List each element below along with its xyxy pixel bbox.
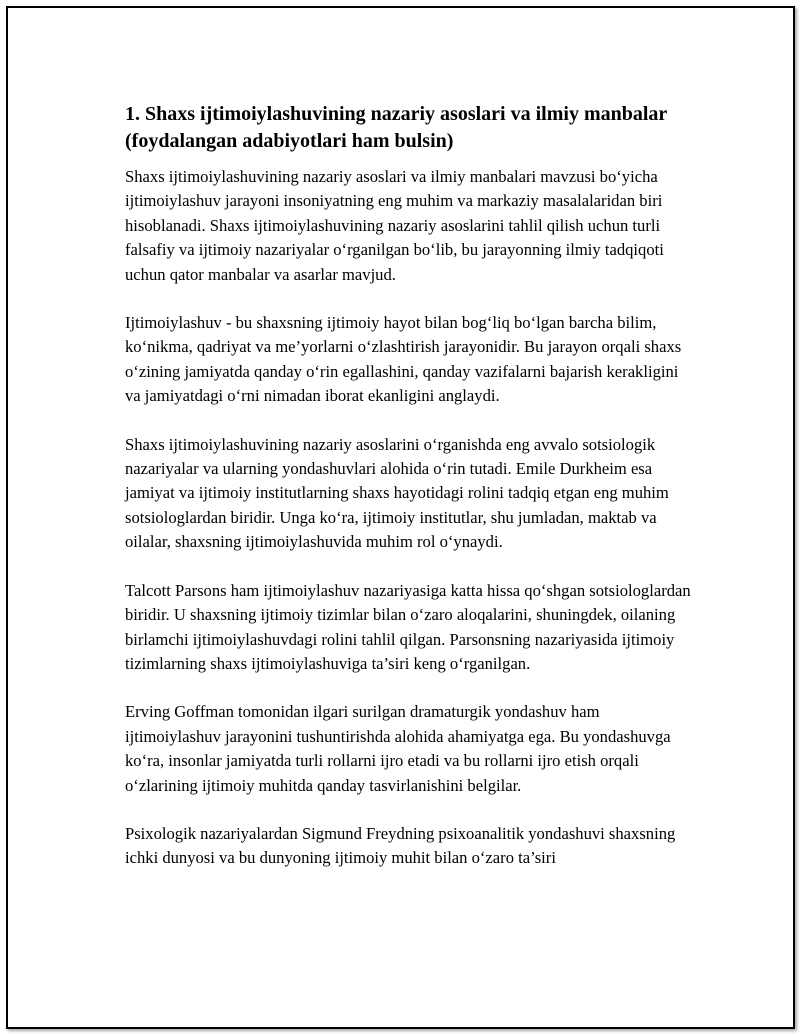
document-page — [6, 6, 795, 1029]
paragraph-3: Shaxs ijtimoiylashuvining nazariy asoslarini o‘rganishda eng avvalo sotsiologik nazariyalar va ularning yondashuvlari alohida o‘rin tutadi. Emile Durkheim esa jamiyat va ijtimoiy institutlarning shaxs hayotidagi rolini tadqiq etgan eng muhim sotsiologlardan biridir. Unga ko‘ra, ijtimoiy institutlar, shu jumladan, maktab va oilalar, shaxsning ijtimoiylashuvida muhim rol o‘ynaydi. — [125, 434, 669, 552]
paragraph-5: Erving Goffman tomonidan ilgari surilgan dramaturgik yondashuv ham ijtimoiylashuv jarayonini tushuntirishda alohida ahamiyatga ega. Bu yondashuvga ko‘ra, insonlar jamiyatda turli rollarni ijro etadi va bu rollarni ijro etish orqali o‘zlarining ijtimoiy muhitda qanday tasvirlanishini belgilar. — [125, 702, 671, 795]
section-heading: 1. Shaxs ijtimoiylashuvining nazariy asoslari va ilmiy manbalar (foydalangan adabiyotlari ham bulsin) — [125, 103, 667, 152]
paragraph-1: Shaxs ijtimoiylashuvining nazariy asoslari va ilmiy manbalari mavzusi bo‘yicha ijtimoiylashuv jarayoni insoniyatning eng muhim va markaziy masalalaridan biri hisoblanadi. Shaxs ijtimoiylashuvining nazariy asoslarini tahlil qilish uchun turli falsafiy va ijtimoiy nazariyalar o‘rganilgan bo‘lib, bu jarayonning ilmiy tadqiqoti uchun qator manbalar va asarlar mavjud. — [125, 167, 664, 284]
paragraph-4: Talcott Parsons ham ijtimoiylashuv nazariyasiga katta hissa qo‘shgan sotsiologlardan biridir. U shaxsning ijtimoiy tizimlar bilan o‘zaro aloqalarini, shuningdek, oilaning birlamchi ijtimoiylashuvdagi rolini tahlil qilgan. Parsonsning nazariyasida ijtimoiy tizimlarning shaxs ijtimoiylashuviga ta’siri keng o‘rganilgan. — [125, 580, 691, 673]
paragraph-2: Ijtimoiylashuv - bu shaxsning ijtimoiy hayot bilan bog‘liq bo‘lgan barcha bilim, ko‘nikma, qadriyat va me’yorlarni o‘zlashtirish jarayonidir. Bu jarayon orqali shaxs o‘zining jamiyatda qanday o‘rin egallashini, qanday vazifalarni bajarish kerakligini va jamiyatdagi o‘rni nimadan iborat ekanligini anglaydi. — [125, 313, 682, 406]
document-body — [125, 101, 695, 895]
paragraph-6: Psixologik nazariyalardan Sigmund Freydning psixoanalitik yondashuvi shaxsning ichki dunyosi va bu dunyoning ijtimoiy muhit bilan o‘zaro ta’siri — [125, 823, 676, 868]
